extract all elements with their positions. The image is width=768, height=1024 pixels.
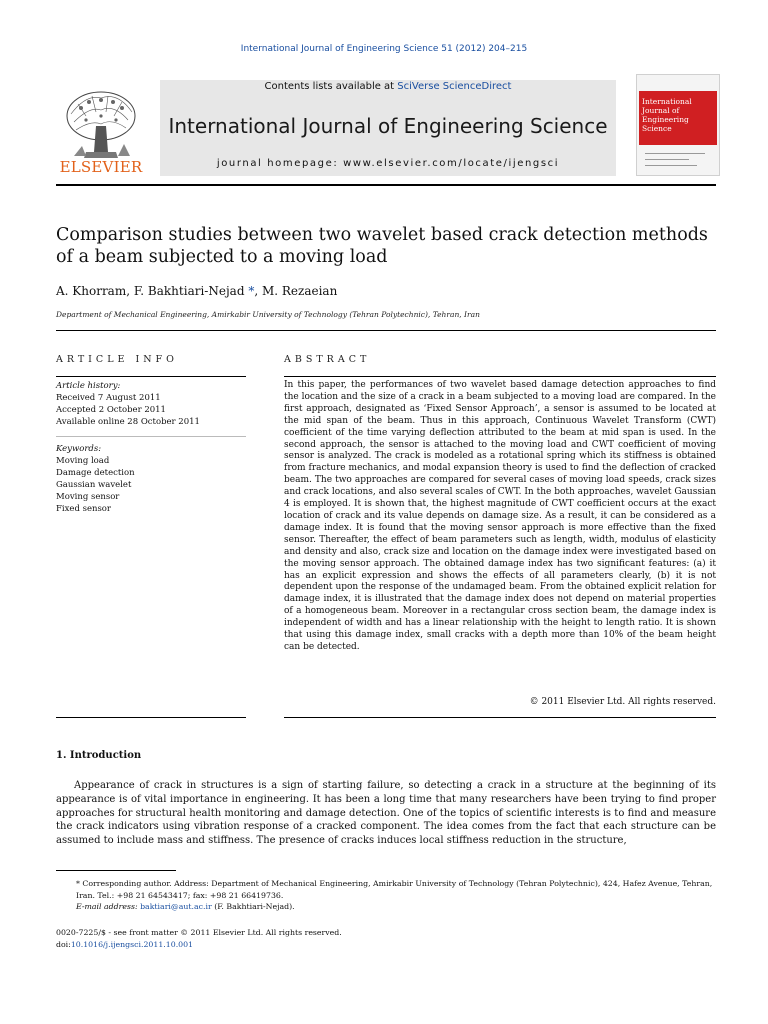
email-link[interactable]: baktiari@aut.ac.ir bbox=[140, 902, 212, 911]
email-line bbox=[56, 901, 716, 913]
title-divider bbox=[56, 330, 716, 331]
keyword: Damage detection bbox=[56, 468, 135, 478]
footnote-rule bbox=[56, 870, 176, 871]
article-info-rule bbox=[56, 376, 246, 377]
article-history bbox=[56, 380, 246, 428]
elsevier-wordmark: ELSEVIER bbox=[59, 158, 143, 176]
doi-prefix: doi: bbox=[56, 939, 71, 949]
history-label: Article history: bbox=[56, 381, 121, 391]
email-label: E-mail address: bbox=[76, 902, 141, 911]
abstract-bottom-rule bbox=[284, 717, 716, 718]
abstract-text: In this paper, the performances of two wavelet based damage detection approaches to find the location and the size of a crack in a beam subjected to a moving load are compared. In the first approach, designated as ‘Fixed Sensor Approach’, a sensor is assumed to be located at the mid span of the beam. Thus in this approach, Continuous Wavelet Transform (CWT) coefficient of the time varying deflection attributed to the beam at mid span is used. In the second approach, the sensor is attached to the moving load and CWT coefficient of moving sensor is analyzed. The crack is modeled as a rotational spring which its stiffness is obtained from fracture mechanics, and modal expansion theory is used to find the deflection of cracked beam. The two approaches are compared for several cases of moving load speeds, crack sizes and crack locations, and also several scales of CWT. In the both approaches, wavelet Gaussian 4 is employed. It is shown that, the highest magnitude of CWT coefficient occurs at the exact location of crack and its value depends on damage size. As a result, it can be considered as a damage index. It is found that the moving sensor approach is more effective than the fixed sensor. Thereafter, the effect of beam parameters such as length, width, modulus of elasticity and density and also, crack size and location on the damage index were investigated based on the moving sensor approach. The obtained damage index has two significant features: (a) it has an explicit expression and shows the effects of all parameters clearly, (b) it is not dependent upon the response of the undamaged beam. From the obtained explicit relation for damage index, it is illustrated that the damage index does not depend on material properties of a homogeneous beam. Moreover in a rectangular cross section beam, the damage index is independent of width and has a linear relationship with the height to length ratio. It is shown that using this damage index, small cracks with a depth more than 10% of the beam height can be detected. bbox=[284, 380, 716, 652]
keywords-block bbox=[56, 443, 246, 515]
sciencedirect-link[interactable]: SciVerse ScienceDirect bbox=[397, 81, 512, 92]
journal-cover-thumbnail bbox=[636, 74, 720, 176]
author-names: A. Khorram, F. Bakhtiari-Nejad bbox=[56, 284, 249, 298]
corresponding-author-mark[interactable]: * bbox=[248, 284, 255, 298]
article-info-heading: ARTICLE INFO bbox=[56, 354, 178, 365]
info-separator bbox=[56, 436, 246, 437]
cover-title: International Journal of Engineering Science bbox=[642, 97, 692, 133]
introduction-paragraph: Appearance of crack in structures is a sign of starting failure, so detecting a crack in a structure at the beginning of its appearance is of vital importance in engineering. It has been a long time that many researchers have been trying to find proper approaches for structural health monitoring and damage detection. One of the topics of scientific interests is to find and measure the crack indicators using vibration response of a cracked component. The idea comes from the fact that each structure can be assumed to include mass and stiffness. The presence of cracks induces local stiffness reduction in the structure, bbox=[56, 780, 716, 847]
corresponding-author-note bbox=[56, 878, 716, 901]
keywords-label: Keywords: bbox=[56, 444, 102, 454]
cover-rule bbox=[645, 165, 697, 166]
doi-line bbox=[56, 939, 342, 951]
footnote-text: Corresponding author. Address: Department of Mechanical Engineering, Amirkabir University of Technology (Tehran Polytechnic), 424, Hafez Avenue, Tehran, Iran. Tel.: +98 21 64543417; fax: +98 21 66419736. bbox=[76, 879, 713, 900]
front-matter bbox=[56, 927, 342, 950]
article-title: Comparison studies between two wavelet based crack detection methods of a beam subjected to a moving load bbox=[56, 225, 708, 267]
author-names-rest: , M. Rezaeian bbox=[254, 284, 338, 298]
keyword: Moving sensor bbox=[56, 492, 120, 502]
affiliation: Department of Mechanical Engineering, Amirkabir University of Technology (Tehran Polytechnic), Tehran, Iran bbox=[56, 310, 480, 319]
history-received: Received 7 August 2011 bbox=[56, 393, 161, 403]
header-divider bbox=[56, 184, 716, 186]
article-info-bottom-rule bbox=[56, 717, 246, 718]
abstract-copyright: © 2011 Elsevier Ltd. All rights reserved. bbox=[529, 697, 716, 707]
abstract-heading: ABSTRACT bbox=[284, 354, 371, 365]
keyword: Fixed sensor bbox=[56, 504, 111, 514]
history-accepted: Accepted 2 October 2011 bbox=[56, 405, 166, 415]
issn-line: 0020-7225/$ - see front matter © 2011 Elsevier Ltd. All rights reserved. bbox=[56, 928, 342, 937]
footnote bbox=[56, 878, 716, 913]
contents-line bbox=[160, 81, 616, 92]
keyword: Gaussian wavelet bbox=[56, 480, 132, 490]
keyword: Moving load bbox=[56, 456, 110, 466]
footnote-mark: * bbox=[76, 879, 80, 888]
journal-homepage[interactable]: journal homepage: www.elsevier.com/locate/ijengsci bbox=[216, 158, 560, 169]
journal-title: International Journal of Engineering Science bbox=[168, 114, 608, 138]
contents-prefix: Contents lists available at bbox=[264, 81, 398, 92]
journal-citation[interactable]: International Journal of Engineering Science 51 (2012) 204–215 bbox=[240, 44, 528, 54]
cover-rule bbox=[645, 159, 689, 160]
section-heading-introduction: 1. Introduction bbox=[56, 750, 142, 761]
email-suffix: (F. Bakhtiari-Nejad). bbox=[211, 902, 295, 911]
abstract-rule bbox=[284, 376, 716, 377]
cover-rule bbox=[645, 153, 705, 154]
history-online: Available online 28 October 2011 bbox=[56, 417, 200, 427]
author-list bbox=[56, 284, 337, 298]
journal-banner bbox=[160, 80, 616, 176]
doi-link[interactable]: 10.1016/j.ijengsci.2011.10.001 bbox=[70, 939, 194, 949]
